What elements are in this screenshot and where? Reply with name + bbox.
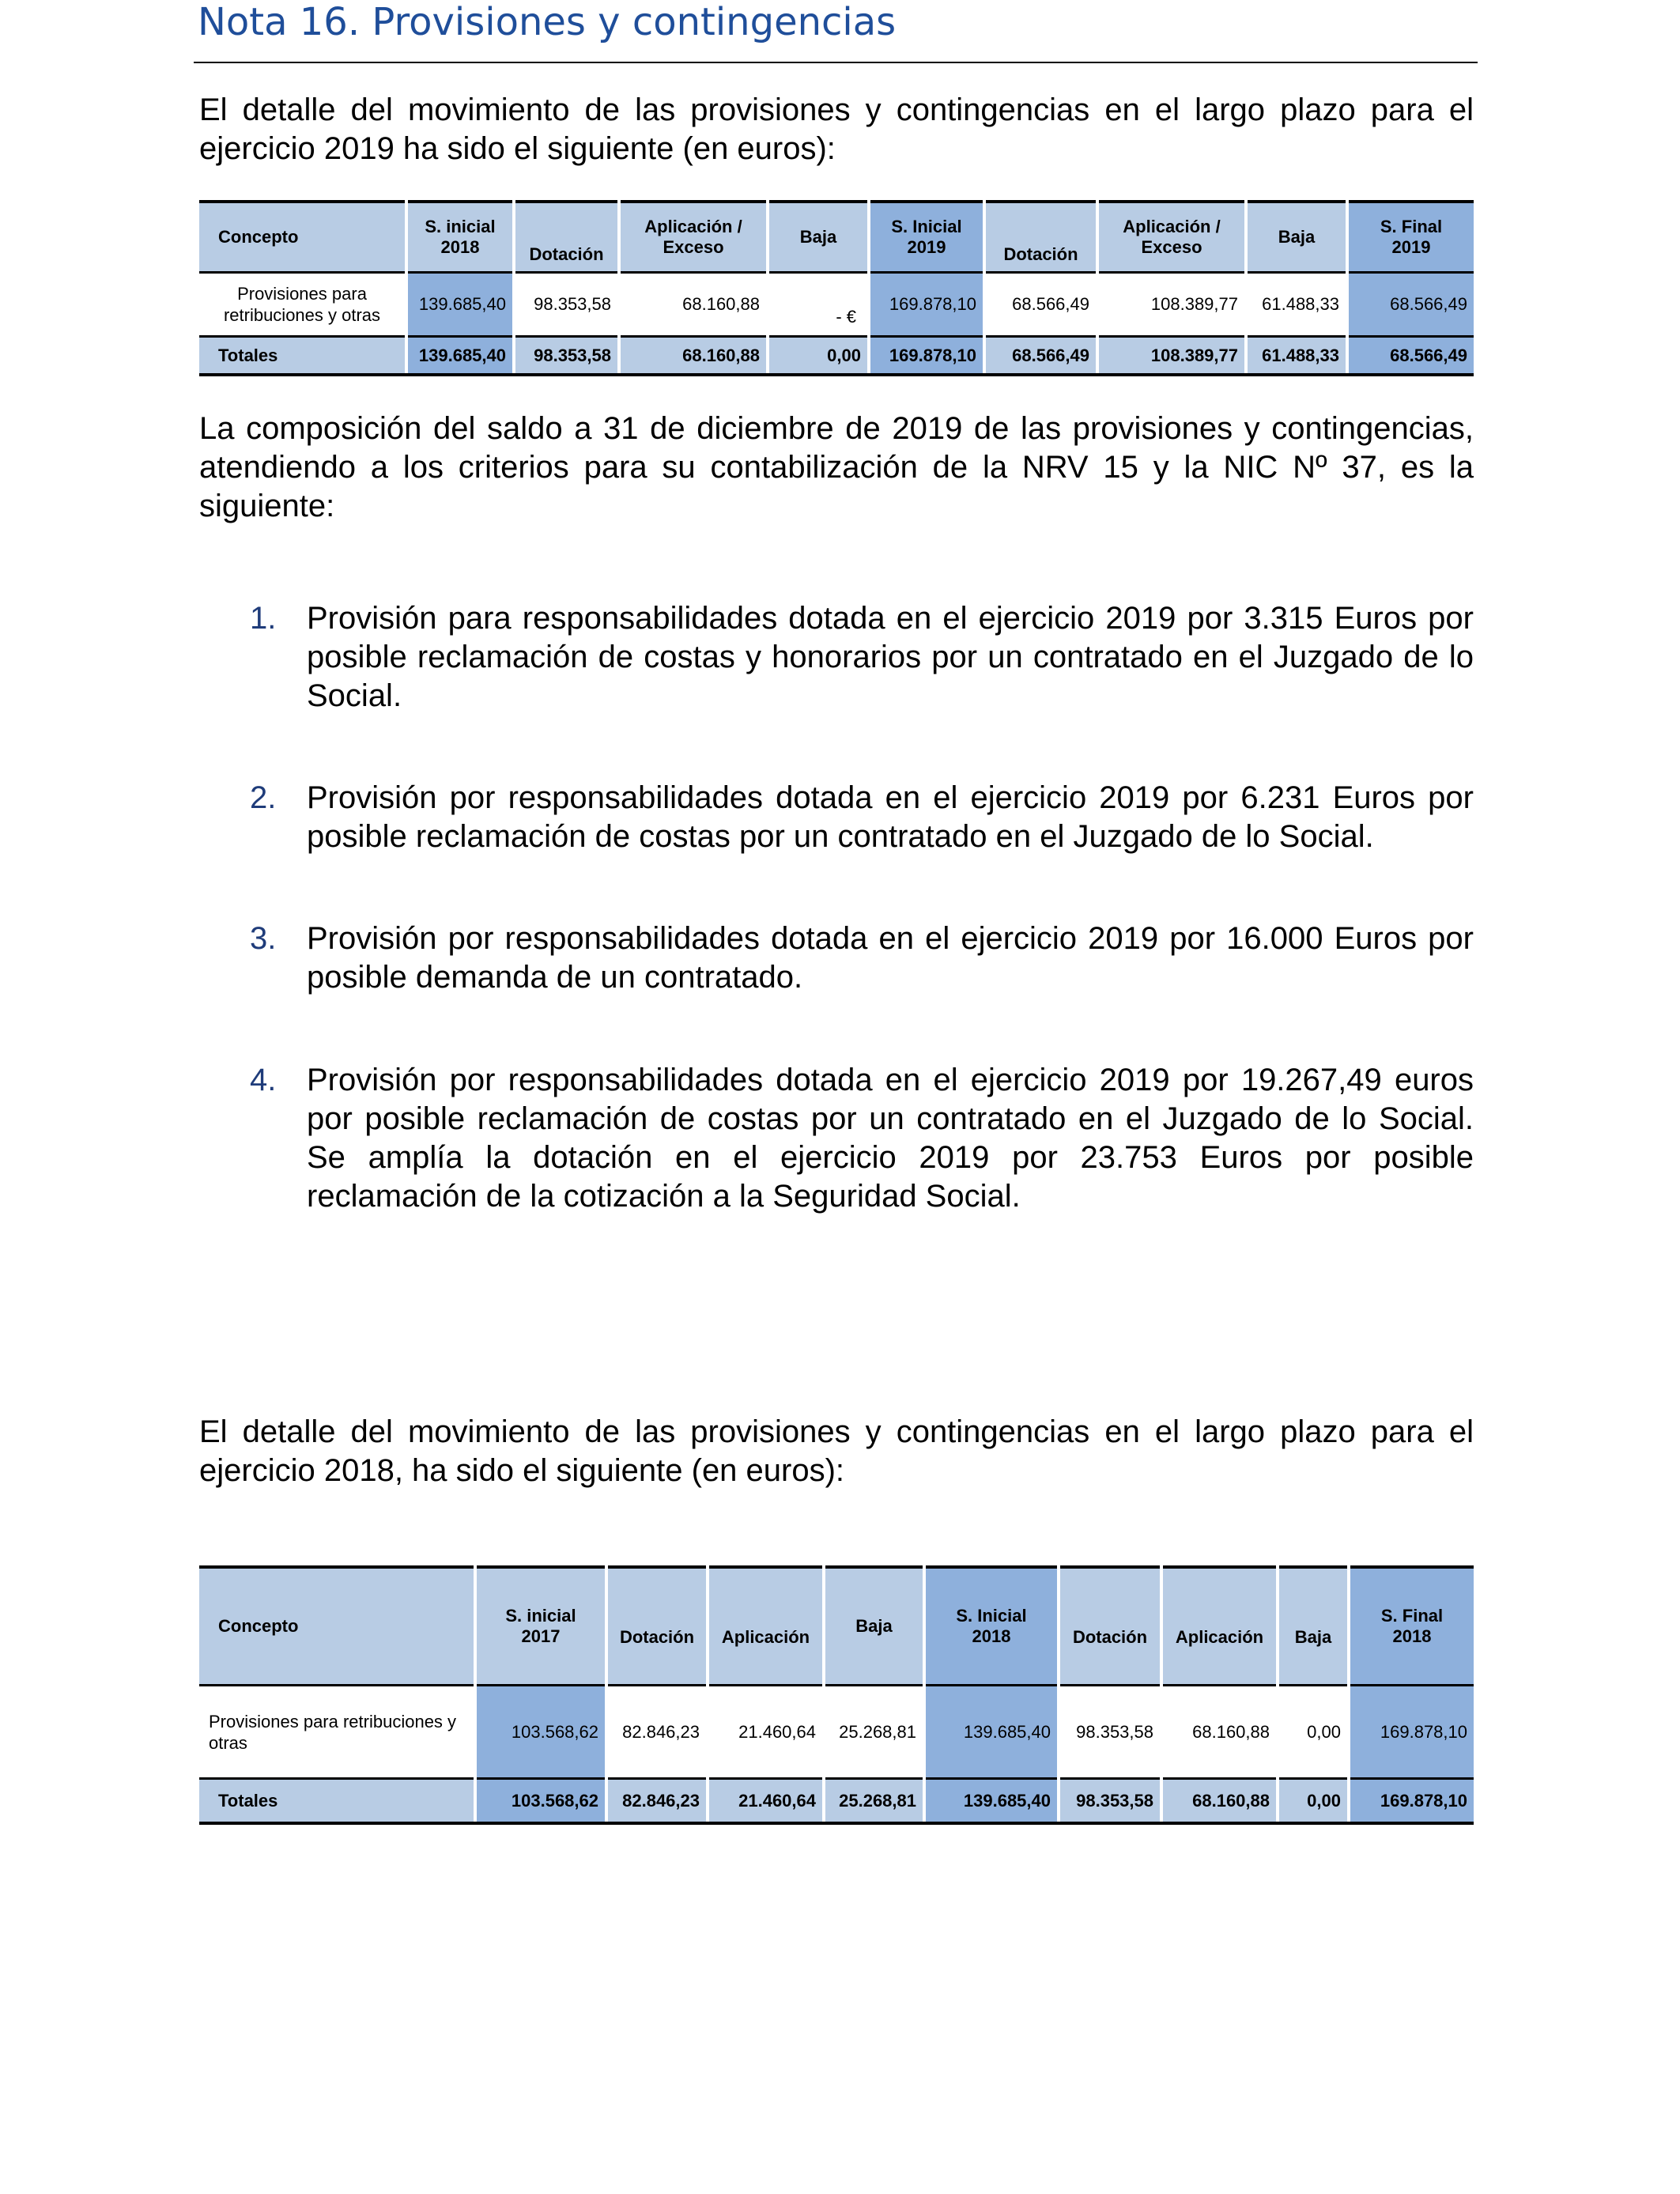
list-number: 4. <box>250 1063 277 1097</box>
total-cell: 108.389,77 <box>1097 337 1246 376</box>
total-cell: 0,00 <box>1278 1779 1349 1824</box>
header-concepto: Concepto <box>199 202 406 273</box>
cell: 139.685,40 <box>924 1686 1059 1779</box>
table-2018-header-row <box>199 1567 1474 1686</box>
cell <box>768 273 869 337</box>
total-cell: 0,00 <box>768 337 869 376</box>
list-text: Provisión para responsabilidades dotada en el ejercicio 2019 por 3.315 Euros por posible reclamación de costas y honorarios por un contratado en el Juzgado de lo Social. <box>307 601 1474 713</box>
header-s-final-2019: S. Final 2019 <box>1347 202 1474 273</box>
total-cell: 139.685,40 <box>406 337 514 376</box>
list-text: Provisión por responsabilidades dotada en el ejercicio 2019 por 6.231 Euros por posible reclamación de costas por un contratado en el Juzgado de lo Social. <box>307 780 1474 854</box>
cell: 68.160,88 <box>619 273 768 337</box>
header-baja: Baja <box>768 202 869 273</box>
header-aplicacion: Aplicación <box>708 1567 824 1686</box>
cell: 68.160,88 <box>1161 1686 1278 1779</box>
cell: 98.353,58 <box>514 273 619 337</box>
totals-row <box>199 337 1474 376</box>
row-concept: Provisiones para retribuciones y otras <box>199 273 406 337</box>
total-cell: 103.568,62 <box>475 1779 606 1824</box>
cell: 169.878,10 <box>1349 1686 1474 1779</box>
header-aplicacion-2: Aplicación <box>1161 1567 1278 1686</box>
cell: 103.568,62 <box>475 1686 606 1779</box>
header-dotacion-2: Dotación <box>984 202 1097 273</box>
list-number: 2. <box>250 780 277 815</box>
header-s-inicial-2017: S. inicial 2017 <box>475 1567 606 1686</box>
cell: 82.846,23 <box>606 1686 708 1779</box>
total-cell: 68.566,49 <box>1347 337 1474 376</box>
row-concept: Provisiones para retribuciones y otras <box>199 1686 475 1779</box>
total-cell: 139.685,40 <box>924 1779 1059 1824</box>
header-dotacion: Dotación <box>606 1567 708 1686</box>
total-cell: 169.878,10 <box>869 337 984 376</box>
cell: 61.488,33 <box>1246 273 1347 337</box>
intro-2019-paragraph: El detalle del movimiento de las provisiones y contingencias en el largo plazo para el ejercicio 2019 ha sido el siguiente (en euros): <box>199 93 1474 166</box>
header-baja-2: Baja <box>1278 1567 1349 1686</box>
totals-label: Totales <box>199 1779 475 1824</box>
header-s-inicial-2018: S. Inicial 2018 <box>924 1567 1059 1686</box>
total-cell: 25.268,81 <box>824 1779 924 1824</box>
cell: 21.460,64 <box>708 1686 824 1779</box>
total-cell: 68.160,88 <box>1161 1779 1278 1824</box>
totals-row <box>199 1779 1474 1824</box>
cell-value: - € <box>836 307 856 327</box>
cell: 169.878,10 <box>869 273 984 337</box>
cell: 98.353,58 <box>1059 1686 1161 1779</box>
total-cell: 98.353,58 <box>1059 1779 1161 1824</box>
header-s-final-2018: S. Final 2018 <box>1349 1567 1474 1686</box>
header-s-inicial-2018: S. inicial 2018 <box>406 202 514 273</box>
cell: 68.566,49 <box>1347 273 1474 337</box>
header-s-inicial-2019: S. Inicial 2019 <box>869 202 984 273</box>
total-cell: 68.160,88 <box>619 337 768 376</box>
list-text: Provisión por responsabilidades dotada en el ejercicio 2019 por 19.267,49 euros por posible reclamación de costas por un contratado en el Juzgado de lo Social. Se amplía la dotación en el ejercicio 2019 por 23.753 Euros por posible reclamación de la cotización a la Seguridad Social. <box>307 1063 1474 1214</box>
title-rule <box>194 62 1478 63</box>
list-number: 3. <box>250 921 277 956</box>
page-title: Nota 16. Provisiones y contingencias <box>198 0 897 44</box>
header-concepto: Concepto <box>199 1567 475 1686</box>
list-number: 1. <box>250 601 277 636</box>
list-text: Provisión por responsabilidades dotada en el ejercicio 2019 por 16.000 Euros por posible demanda de un contratado. <box>307 921 1474 995</box>
header-baja: Baja <box>824 1567 924 1686</box>
table-row <box>199 273 1474 337</box>
total-cell: 61.488,33 <box>1246 337 1347 376</box>
header-aplicacion-exceso-2: Aplicación / Exceso <box>1097 202 1246 273</box>
header-dotacion-2: Dotación <box>1059 1567 1161 1686</box>
cell: 108.389,77 <box>1097 273 1246 337</box>
table-2019-header-row <box>199 202 1474 273</box>
composition-intro-paragraph: La composición del saldo a 31 de diciembre de 2019 de las provisiones y contingencias, atendiendo a los criterios para su contabilización de la NRV 15 y la NIC Nº 37, es la siguiente: <box>199 411 1474 523</box>
header-dotacion: Dotación <box>514 202 619 273</box>
total-cell: 21.460,64 <box>708 1779 824 1824</box>
totals-label: Totales <box>199 337 406 376</box>
table-2019 <box>199 200 1474 376</box>
cell: 25.268,81 <box>824 1686 924 1779</box>
total-cell: 169.878,10 <box>1349 1779 1474 1824</box>
total-cell: 82.846,23 <box>606 1779 708 1824</box>
table-row <box>199 1686 1474 1779</box>
total-cell: 98.353,58 <box>514 337 619 376</box>
cell: 68.566,49 <box>984 273 1097 337</box>
header-aplicacion-exceso: Aplicación / Exceso <box>619 202 768 273</box>
header-baja-2: Baja <box>1246 202 1347 273</box>
intro-2018-paragraph: El detalle del movimiento de las provisiones y contingencias en el largo plazo para el ejercicio 2018, ha sido el siguiente (en euros): <box>199 1414 1474 1488</box>
cell: 0,00 <box>1278 1686 1349 1779</box>
cell: 139.685,40 <box>406 273 514 337</box>
total-cell: 68.566,49 <box>984 337 1097 376</box>
table-2018 <box>199 1565 1474 1825</box>
